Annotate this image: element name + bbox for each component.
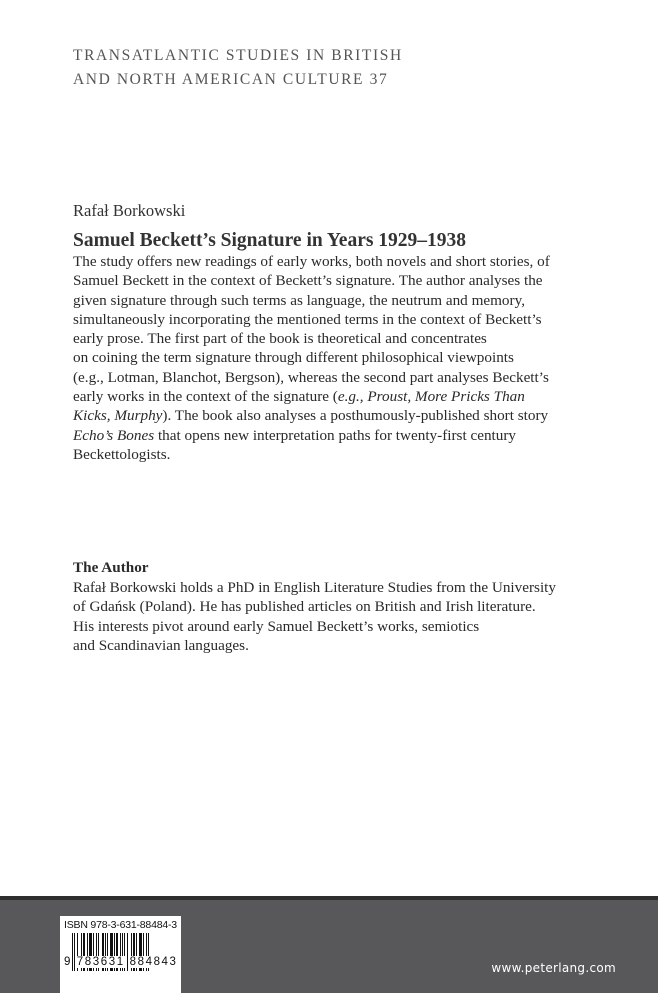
- series-line-2: AND NORTH AMERICAN CULTURE 37: [73, 71, 389, 88]
- blurb-line: Beckettologists.: [73, 445, 171, 463]
- blurb-line: on coining the term signature through different philosophical viewpoints: [73, 349, 514, 367]
- bio-line: of Gdańsk (Poland). He has published articles on British and Irish literature.: [73, 598, 536, 616]
- barcode-first-digit: 9: [64, 956, 72, 968]
- blurb-line: (e.g., Lotman, Blanchot, Bergson), whereas the second part analyses Beckett’s: [73, 368, 549, 386]
- author-name: Rafał Borkowski: [73, 201, 186, 220]
- bio-line: and Scandinavian languages.: [73, 636, 249, 654]
- italic-text: e.g., Proust, More Pricks Than: [337, 388, 525, 406]
- blurb-line: [73, 426, 550, 445]
- blurb-line: Samuel Beckett in the context of Beckett’s signature. The author analyses the: [73, 272, 543, 290]
- bio-line: Rafał Borkowski holds a PhD in English Literature Studies from the University: [73, 579, 556, 596]
- blurb-line: The study offers new readings of early works, both novels and short stories, of: [73, 253, 550, 270]
- blurb-line: early prose. The first part of the book is theoretical and concentrates: [73, 330, 487, 348]
- italic-text: Kicks, Murphy: [73, 407, 163, 425]
- blurb-line: given signature through such terms as language, the neutrum and memory,: [73, 291, 525, 309]
- blurb-line: simultaneously incorporating the mentioned terms in the context of Beckett’s: [73, 310, 542, 328]
- text: ). The book also analyses a posthumously-published short story: [162, 407, 549, 425]
- barcode-left-digits: 783631: [76, 956, 125, 968]
- publisher-url[interactable]: www.peterlang.com: [491, 961, 616, 975]
- blurb-line: [73, 387, 550, 406]
- text: early works in the context of the signature (: [73, 388, 338, 406]
- blurb: [73, 252, 550, 464]
- about-author-heading: The Author: [73, 559, 149, 576]
- isbn-barcode: [60, 916, 181, 993]
- isbn-text: ISBN 978-3-631-88484-3: [64, 919, 177, 931]
- about-author-bio: [73, 578, 556, 655]
- blurb-line: [73, 406, 550, 425]
- book-title: Samuel Beckett’s Signature in Years 1929–1938: [73, 230, 467, 251]
- text: that opens new interpretation paths for twenty-first century: [154, 426, 517, 444]
- barcode-digits: [64, 956, 178, 968]
- series-title: [73, 44, 403, 92]
- barcode-right-digits: 884843: [129, 956, 178, 968]
- bio-line: His interests pivot around early Samuel Beckett’s works, semiotics: [73, 617, 480, 635]
- italic-text: Echo’s Bones: [73, 426, 155, 444]
- series-line-1: TRANSATLANTIC STUDIES IN BRITISH: [73, 47, 403, 64]
